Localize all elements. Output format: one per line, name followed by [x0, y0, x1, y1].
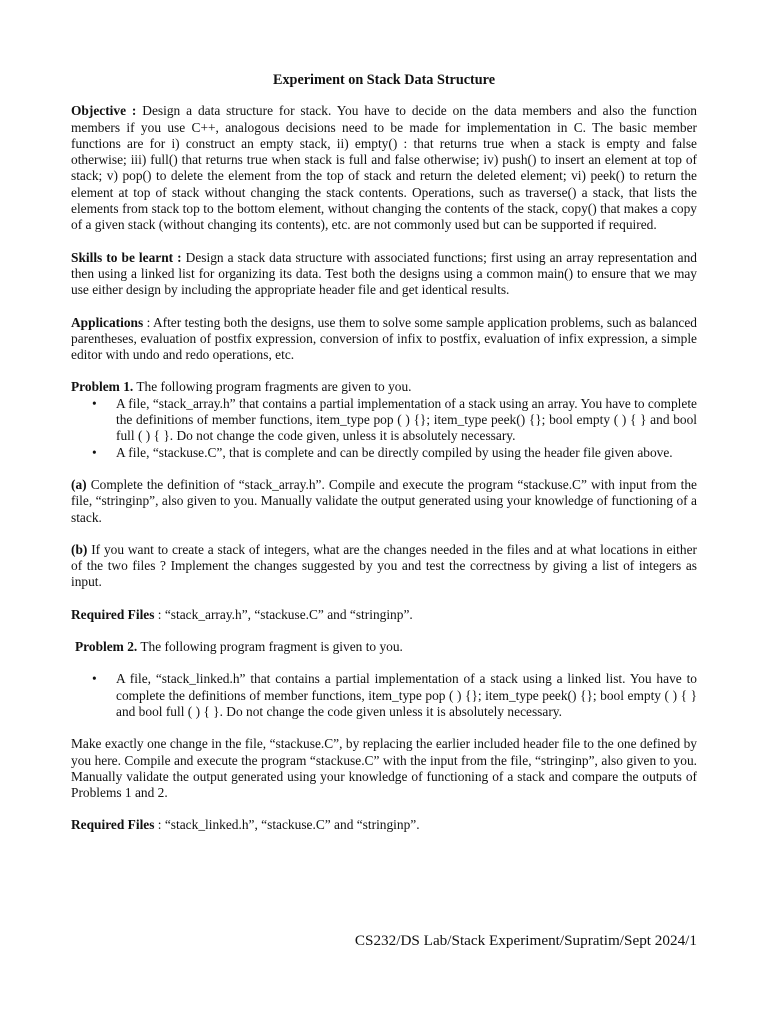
objective-label: Objective :: [71, 103, 137, 119]
part-b-label: (b): [71, 541, 88, 557]
required-files-label: Required Files: [71, 606, 155, 622]
required-files-label: Required Files: [71, 817, 155, 833]
bullet-icon: •: [92, 395, 97, 411]
document-page: [71, 72, 697, 850]
page-title: Experiment on Stack Data Structure: [273, 72, 495, 88]
problem2-bullet-list: [71, 671, 697, 720]
applications-text: : After testing both the designs, use them to solve some sample application problems, such as balanced parentheses, evaluation of postfix expression, conversion of infix to postfix, evaluation of infix expression, a simple editor with undo and redo operations, etc.: [71, 314, 697, 363]
objective-paragraph: [71, 103, 697, 233]
problem2-instructions: Make exactly one change in the file, “stackuse.C”, by replacing the earlier included header file to the one defined by you here. Compile and execute the program “stackuse.C” with the input from the file, “stringinp”, also given to you. Manually validate the output generated using your knowledge of functioning of a stack and compare the outputs of Problems 1 and 2.: [71, 736, 697, 801]
required-files-text: : “stack_linked.h”, “stackuse.C” and “stringinp”.: [154, 817, 420, 833]
applications-paragraph: [71, 315, 697, 364]
bullet-icon: •: [92, 671, 97, 687]
required-files-text: : “stack_array.h”, “stackuse.C” and “stringinp”.: [154, 606, 413, 622]
part-a-label: (a): [71, 476, 87, 492]
problem1-intro: The following program fragments are given to you.: [133, 379, 412, 395]
problem1-required-files: [71, 607, 697, 623]
objective-text: Design a data structure for stack. You have to decide on the data members and also the function members if you use C++, analogous decisions need to be made for implementation in C. The basic member functions are for i) construct an empty stack, ii) empty() : that returns true when a stack is empty and false otherwise; iii) full() that returns true when stack is full and false otherwise; iv) push() to insert an element at top of stack; v) pop() to delete the element from the top of stack and return the deleted element; vi) peek() to return the element at top of stack without changing the stack contents. Operations, such as traverse() a stack, that lists the elements from stack top to the bottom element, without changing the contents of the stack, copy() that makes a copy of a given stack (without changing its contents), etc. are not commonly used but can be supported if required.: [71, 103, 697, 233]
list-item-text: A file, “stack_linked.h” that contains a partial implementation of a stack using a linked list. You have to complete the definitions of member functions, item_type pop ( ) {}; item_type peek() {}; bool empty ( ) { } and bool full ( ) { }. Do not change the code given unless it is absolutely necessary.: [116, 671, 697, 719]
bullet-icon: •: [92, 444, 97, 460]
problem1-part-b: [71, 542, 697, 591]
list-item-text: A file, “stackuse.C”, that is complete and can be directly compiled by using the header file given above.: [116, 444, 673, 460]
problem2-intro: The following program fragment is given to you.: [137, 639, 403, 655]
list-item-text: A file, “stack_array.h” that contains a partial implementation of a stack using an array. You have to complete the definitions of member functions, item_type pop ( ) {}; item_type peek() {}; bool empty ( ) { } and bool full ( ) { }. Do not change the code given, unless it is absolutely necessary.: [116, 395, 697, 444]
skills-label: Skills to be learnt :: [71, 249, 182, 265]
list-item: [92, 671, 697, 720]
applications-label: Applications: [71, 314, 144, 330]
problem2-required-files: [71, 817, 697, 833]
skills-text: Design a stack data structure with associated functions; first using an array representation and then using a linked list for organizing its data. Test both the designs using a common main() to ensure that we may use either design by including the appropriate header file and get identical results.: [71, 249, 697, 298]
part-a-text: Complete the definition of “stack_array.h”. Compile and execute the program “stackuse.C” with input from the file, “stringinp”, also given to you. Manually validate the output generated using your knowledge of functioning of a stack.: [71, 476, 697, 525]
problem1-heading: [71, 379, 697, 395]
problem2-label: Problem 2.: [75, 639, 138, 655]
skills-paragraph: [71, 250, 697, 299]
page-footer: CS232/DS Lab/Stack Experiment/Supratim/Sept 2024/1: [354, 932, 697, 949]
part-b-text: If you want to create a stack of integers, what are the changes needed in the files and at what locations in either of the two files ? Implement the changes suggested by you and test the correctness by giving a list of integers as input.: [71, 541, 697, 590]
problem1-bullet-list: [71, 396, 697, 461]
list-item: [92, 395, 697, 445]
problem2-heading: [75, 639, 697, 655]
problem1-label: Problem 1.: [71, 379, 134, 395]
problem1-part-a: [71, 477, 697, 526]
list-item: [92, 444, 697, 461]
